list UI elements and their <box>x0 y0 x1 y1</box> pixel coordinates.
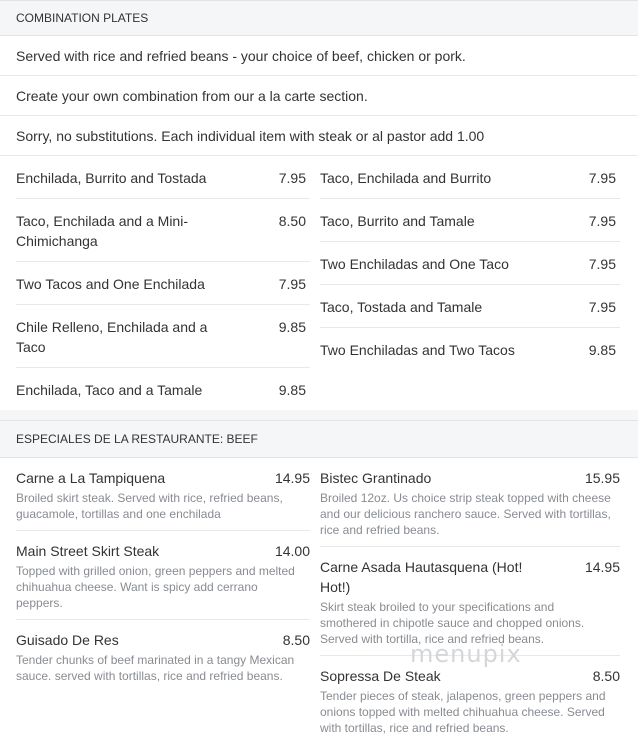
item-price: 8.50 <box>592 668 620 684</box>
especiales-list <box>0 458 638 744</box>
menu-item <box>320 285 620 328</box>
note-text: Sorry, no substitutions. Each individual item with steak or al pastor add 1.00 <box>16 127 485 144</box>
item-price: 7.95 <box>588 213 616 229</box>
item-name: Two Tacos and One Enchilada <box>16 276 205 292</box>
menu-item <box>16 368 310 410</box>
item-name: Taco, Enchilada and a Mini-Chimichanga <box>16 213 188 249</box>
item-name: Two Enchiladas and One Taco <box>320 256 509 272</box>
menu-item <box>320 242 620 285</box>
item-name: Enchilada, Burrito and Tostada <box>16 170 207 186</box>
item-description: Tender chunks of beef marinated in a tangy Mexican sauce. served with tortillas, rice and refried beans. <box>16 653 295 683</box>
item-name: Bistec Grantinado <box>320 470 432 486</box>
menu-item <box>320 328 620 370</box>
menu-item <box>16 531 310 620</box>
item-price: 9.85 <box>278 382 306 398</box>
item-name: Chile Relleno, Enchilada and a Taco <box>16 319 208 355</box>
item-name: Sopressa De Steak <box>320 668 441 684</box>
section-header-combination <box>0 0 638 36</box>
note-text: Create your own combination from our a la carte section. <box>16 87 368 104</box>
note-text: Served with rice and refried beans - your choice of beef, chicken or pork. <box>16 47 466 64</box>
item-description: Skirt steak broiled to your specifications and smothered in chipotle sauce and chopped onions. Served with tortilla, rice and refried beans. <box>320 600 585 646</box>
item-price: 14.95 <box>584 559 620 575</box>
item-price: 9.85 <box>588 342 616 358</box>
item-name: Taco, Burrito and Tamale <box>320 213 475 229</box>
item-name: Two Enchiladas and Two Tacos <box>320 342 515 358</box>
item-name: Main Street Skirt Steak <box>16 543 160 559</box>
item-name: Guisado De Res <box>16 632 119 648</box>
item-price: 14.95 <box>274 470 310 486</box>
item-price: 15.95 <box>584 470 620 486</box>
plates-right-column <box>310 156 620 410</box>
item-name: Carne a La Tampiquena <box>16 470 166 486</box>
especiales-right-column <box>310 458 620 744</box>
item-name: Enchilada, Taco and a Tamale <box>16 382 203 398</box>
item-price: 7.95 <box>278 170 306 186</box>
item-description: Tender pieces of steak, jalapenos, green peppers and onions topped with melted chihuahua cheese. Served with tortillas, rice and refried beans. <box>320 689 606 735</box>
note-row <box>0 76 638 116</box>
menu-item <box>16 262 310 305</box>
especiales-left-column <box>0 458 310 744</box>
item-price: 8.50 <box>278 213 306 229</box>
section-divider <box>0 410 638 420</box>
section-title: ESPECIALES DE LA RESTAURANTE: BEEF <box>16 432 258 446</box>
item-description: Broiled skirt steak. Served with rice, refried beans, guacamole, tortillas and one enchilada <box>16 491 283 521</box>
section-title: COMBINATION PLATES <box>16 11 149 25</box>
plates-left-column <box>0 156 310 410</box>
note-row <box>0 36 638 76</box>
item-price: 14.00 <box>274 543 310 559</box>
item-price: 7.95 <box>278 276 306 292</box>
item-price: 9.85 <box>278 319 306 335</box>
menu-item <box>16 620 310 692</box>
combination-plates-list <box>0 156 638 410</box>
note-row <box>0 116 638 156</box>
item-price: 7.95 <box>588 170 616 186</box>
item-description: Broiled 12oz. Us choice strip steak topped with cheese and our delicious ranchero sauce. Served with tortillas, rice and refried beans. <box>320 491 611 537</box>
menu-item <box>16 199 310 262</box>
item-price: 8.50 <box>282 632 310 648</box>
item-name: Taco, Enchilada and Burrito <box>320 170 492 186</box>
menu-item <box>16 458 310 531</box>
menu-item <box>16 305 310 368</box>
menupix-watermark: menupix <box>410 640 522 668</box>
item-name: Taco, Tostada and Tamale <box>320 299 483 315</box>
item-name: Carne Asada Hautasquena (Hot! Hot!) <box>320 559 523 595</box>
item-description: Topped with grilled onion, green peppers and melted chihuahua cheese. Want is spicy add cerrano peppers. <box>16 564 295 610</box>
item-price: 7.95 <box>588 256 616 272</box>
section-header-especiales <box>0 420 638 458</box>
menu-item <box>320 458 620 547</box>
menu-item <box>320 656 620 744</box>
item-price: 7.95 <box>588 299 616 315</box>
menu-item <box>16 156 310 199</box>
menu-item <box>320 156 620 199</box>
menu-item <box>320 199 620 242</box>
